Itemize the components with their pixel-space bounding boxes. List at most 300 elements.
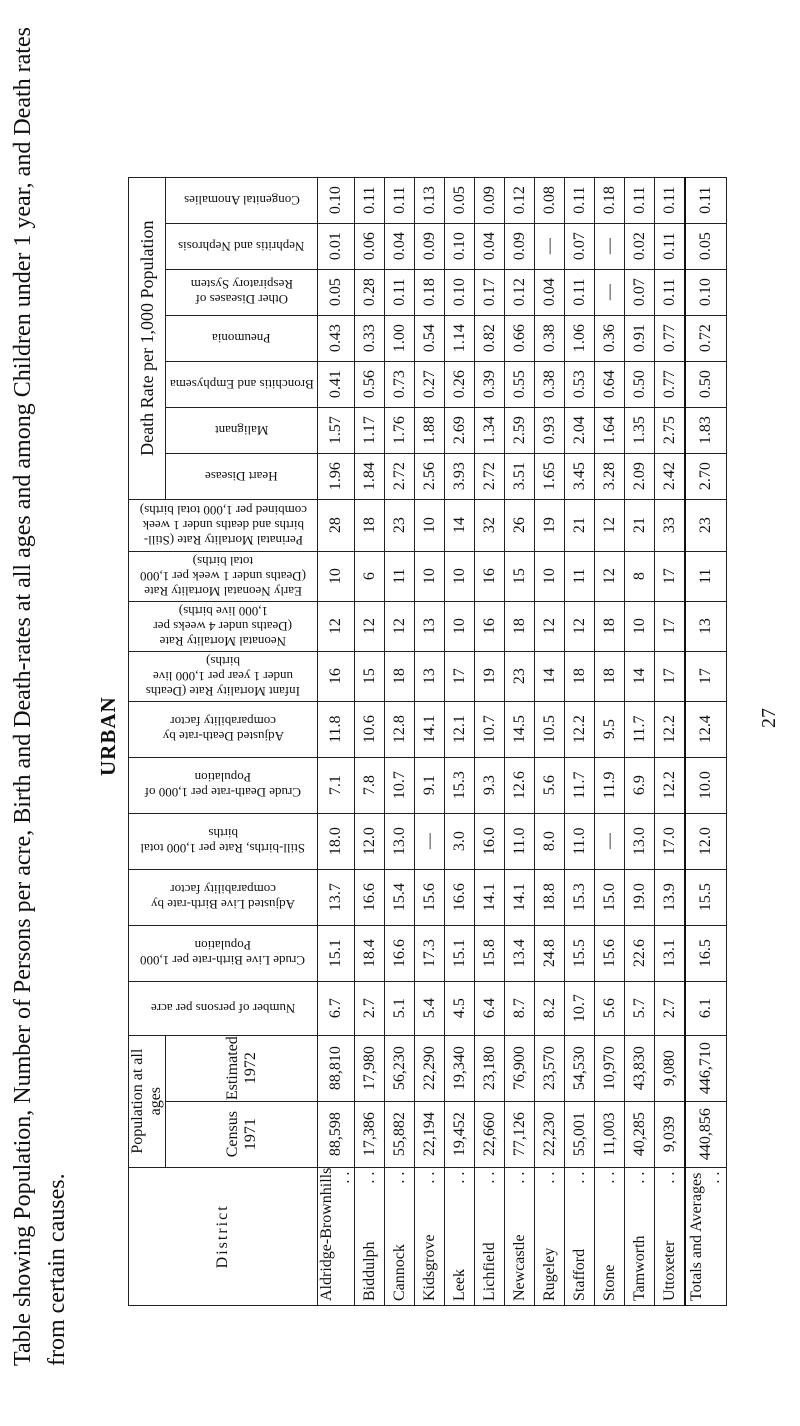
estimated-cell: 19,340 xyxy=(445,1035,475,1101)
pneumonia-cell: 0.77 xyxy=(655,315,686,361)
adj-birth-cell: 15.6 xyxy=(415,869,445,925)
estimated-cell: 56,230 xyxy=(385,1035,415,1101)
crude-birth-cell: 17.3 xyxy=(415,925,445,981)
crude-death-cell: 7.1 xyxy=(318,757,355,813)
crude-birth-cell: 15.8 xyxy=(475,925,505,981)
congenital-cell: 0.11 xyxy=(355,177,385,223)
bronchitis-cell: 0.41 xyxy=(318,361,355,407)
malignant-cell: 2.04 xyxy=(565,407,595,453)
pneumonia-cell: 0.38 xyxy=(535,315,565,361)
other-resp-cell: 0.12 xyxy=(505,269,535,315)
page-number: 27 xyxy=(758,708,780,728)
section-heading: URBAN xyxy=(96,696,120,776)
table-row xyxy=(355,177,385,1305)
ppa-cell: 10.7 xyxy=(565,981,595,1035)
congenital-cell: 0.12 xyxy=(505,177,535,223)
adj-birth-cell: 18.8 xyxy=(535,869,565,925)
district-name: Cannock xyxy=(390,1244,408,1301)
perinatal-cell: 23 xyxy=(685,499,727,551)
other-resp-cell: 0.05 xyxy=(318,269,355,315)
other-resp-cell: 0.11 xyxy=(565,269,595,315)
neonatal-cell: 12 xyxy=(355,601,385,651)
nephritis-cell: 0.07 xyxy=(565,223,595,269)
crude-death-cell: 10.7 xyxy=(385,757,415,813)
district-name: Uttoxeter xyxy=(660,1240,678,1301)
infant-cell: 16 xyxy=(318,651,355,701)
early-neonatal-cell: 11 xyxy=(385,551,415,601)
still-cell: 11.0 xyxy=(565,813,595,869)
adj-birth-cell: 13.9 xyxy=(655,869,686,925)
district-cell xyxy=(535,1167,565,1305)
malignant-cell: 0.93 xyxy=(535,407,565,453)
adj-birth-cell: 14.1 xyxy=(505,869,535,925)
district-cell xyxy=(565,1167,595,1305)
perinatal-cell: 28 xyxy=(318,499,355,551)
crude-death-cell: 11.9 xyxy=(595,757,625,813)
crude-death-cell: 15.3 xyxy=(445,757,475,813)
table-row xyxy=(385,177,415,1305)
district-name: Totals and Averages xyxy=(688,1172,705,1301)
heart-cell: 2.56 xyxy=(415,453,445,499)
congenital-cell: 0.08 xyxy=(535,177,565,223)
district-cell xyxy=(475,1167,505,1305)
bronchitis-cell: 0.73 xyxy=(385,361,415,407)
estimated-cell: 54,530 xyxy=(565,1035,595,1101)
malignant-cell: 2.59 xyxy=(505,407,535,453)
totals-row xyxy=(685,177,727,1305)
table-row xyxy=(475,177,505,1305)
still-cell: 13.0 xyxy=(625,813,655,869)
adj-birth-cell: 15.5 xyxy=(685,869,727,925)
infant-cell: 13 xyxy=(415,651,445,701)
ppa-cell: 6.4 xyxy=(475,981,505,1035)
heart-cell: 2.09 xyxy=(625,453,655,499)
perinatal-cell: 14 xyxy=(445,499,475,551)
census-cell: 17,386 xyxy=(355,1101,385,1167)
pneumonia-cell: 0.91 xyxy=(625,315,655,361)
early-neonatal-cell: 17 xyxy=(655,551,686,601)
early-neonatal-cell: 10 xyxy=(318,551,355,601)
statistics-table xyxy=(128,177,727,1306)
other-resp-cell: 0.10 xyxy=(445,269,475,315)
crude-birth-cell: 15.6 xyxy=(595,925,625,981)
district-cell xyxy=(655,1167,686,1305)
adj-birth-cell: 15.0 xyxy=(595,869,625,925)
perinatal-cell: 21 xyxy=(625,499,655,551)
bronchitis-cell: 0.50 xyxy=(625,361,655,407)
ppa-cell: 5.7 xyxy=(625,981,655,1035)
census-cell: 440,856 xyxy=(685,1101,727,1167)
congenital-cell: 0.10 xyxy=(318,177,355,223)
ppa-cell: 8.7 xyxy=(505,981,535,1035)
heart-cell: 3.45 xyxy=(565,453,595,499)
neonatal-cell: 12 xyxy=(318,601,355,651)
adj-death-cell: 11.8 xyxy=(318,701,355,757)
crude-birth-rate-header: Crude Live Birth-rate per 1,000 Population xyxy=(129,925,318,981)
census-cell: 22,194 xyxy=(415,1101,445,1167)
ppa-cell: 4.5 xyxy=(445,981,475,1035)
district-name: Rugeley xyxy=(540,1247,558,1301)
table-row xyxy=(565,177,595,1305)
nephritis-cell: 0.02 xyxy=(625,223,655,269)
heart-cell: 1.65 xyxy=(535,453,565,499)
crude-death-rate-header: Crude Death-rate per 1,000 of Population xyxy=(129,757,318,813)
estimated-cell: 9,080 xyxy=(655,1035,686,1101)
pneumonia-cell: 0.72 xyxy=(685,315,727,361)
bronchitis-cell: 0.77 xyxy=(655,361,686,407)
ppa-cell: 2.7 xyxy=(355,981,385,1035)
bronchitis-cell: 0.55 xyxy=(505,361,535,407)
census-header: Census 1971 xyxy=(166,1101,318,1167)
perinatal-cell: 33 xyxy=(655,499,686,551)
still-cell: 12.0 xyxy=(355,813,385,869)
adj-birth-cell: 15.3 xyxy=(565,869,595,925)
heart-cell: 3.51 xyxy=(505,453,535,499)
perinatal-cell: 21 xyxy=(565,499,595,551)
heart-cell: 2.72 xyxy=(385,453,415,499)
ppa-cell: 6.1 xyxy=(685,981,727,1035)
infant-cell: 18 xyxy=(595,651,625,701)
bronchitis-cell: 0.27 xyxy=(415,361,445,407)
census-cell: 77,126 xyxy=(505,1101,535,1167)
nephritis-cell: 0.09 xyxy=(415,223,445,269)
census-cell: 55,882 xyxy=(385,1101,415,1167)
persons-per-acre-header: Number of persons per acre xyxy=(129,981,318,1035)
nephritis-cell: 0.10 xyxy=(445,223,475,269)
estimated-cell: 76,900 xyxy=(505,1035,535,1101)
crude-birth-cell: 16.6 xyxy=(385,925,415,981)
still-cell: 8.0 xyxy=(535,813,565,869)
heart-disease-header: Heart Disease xyxy=(166,453,318,499)
malignant-header: Malignant xyxy=(166,407,318,453)
leader-dots: . . xyxy=(570,1171,588,1184)
nephritis-header: Nephritis and Nephrosis xyxy=(166,223,318,269)
heart-cell: 2.70 xyxy=(685,453,727,499)
census-cell: 22,660 xyxy=(475,1101,505,1167)
perinatal-cell: 19 xyxy=(535,499,565,551)
district-cell xyxy=(595,1167,625,1305)
estimated-cell: 23,180 xyxy=(475,1035,505,1101)
crude-birth-cell: 13.4 xyxy=(505,925,535,981)
ppa-cell: 5.4 xyxy=(415,981,445,1035)
congenital-cell: 0.11 xyxy=(655,177,686,223)
other-resp-cell: — xyxy=(595,269,625,315)
census-cell: 55,001 xyxy=(565,1101,595,1167)
district-name: Newcastle xyxy=(510,1234,528,1301)
crude-death-cell: 5.6 xyxy=(535,757,565,813)
adj-birth-cell: 15.4 xyxy=(385,869,415,925)
table-row xyxy=(595,177,625,1305)
congenital-cell: 0.18 xyxy=(595,177,625,223)
malignant-cell: 1.88 xyxy=(415,407,445,453)
adj-death-cell: 12.1 xyxy=(445,701,475,757)
adj-death-cell: 12.2 xyxy=(565,701,595,757)
district-cell xyxy=(318,1167,355,1305)
leader-dots: . . xyxy=(540,1171,558,1184)
nephritis-cell: 0.04 xyxy=(385,223,415,269)
infant-cell: 14 xyxy=(535,651,565,701)
early-neonatal-cell: 15 xyxy=(505,551,535,601)
district-cell xyxy=(355,1167,385,1305)
census-cell: 11,003 xyxy=(595,1101,625,1167)
malignant-cell: 2.69 xyxy=(445,407,475,453)
census-cell: 9,039 xyxy=(655,1101,686,1167)
perinatal-cell: 23 xyxy=(385,499,415,551)
still-cell: 11.0 xyxy=(505,813,535,869)
neonatal-cell: 12 xyxy=(535,601,565,651)
other-resp-cell: 0.07 xyxy=(625,269,655,315)
still-cell: 16.0 xyxy=(475,813,505,869)
census-cell: 88,598 xyxy=(318,1101,355,1167)
leader-dots: . . xyxy=(390,1171,408,1184)
table-row xyxy=(415,177,445,1305)
bronchitis-cell: 0.64 xyxy=(595,361,625,407)
neonatal-cell: 17 xyxy=(655,601,686,651)
malignant-cell: 1.64 xyxy=(595,407,625,453)
malignant-cell: 1.34 xyxy=(475,407,505,453)
other-resp-cell: 0.10 xyxy=(685,269,727,315)
adj-death-cell: 10.6 xyxy=(355,701,385,757)
district-cell xyxy=(415,1167,445,1305)
crude-death-cell: 9.1 xyxy=(415,757,445,813)
infant-cell: 15 xyxy=(355,651,385,701)
crude-birth-cell: 22.6 xyxy=(625,925,655,981)
heart-cell: 2.42 xyxy=(655,453,686,499)
adj-death-cell: 10.5 xyxy=(535,701,565,757)
table-row xyxy=(535,177,565,1305)
heart-cell: 3.93 xyxy=(445,453,475,499)
crude-birth-cell: 18.4 xyxy=(355,925,385,981)
adj-death-cell: 9.5 xyxy=(595,701,625,757)
crude-birth-cell: 24.8 xyxy=(535,925,565,981)
adj-birth-cell: 13.7 xyxy=(318,869,355,925)
crude-birth-cell: 16.5 xyxy=(685,925,727,981)
leader-dots: . . xyxy=(420,1171,438,1184)
perinatal-cell: 18 xyxy=(355,499,385,551)
other-resp-cell: 0.11 xyxy=(655,269,686,315)
district-name: Leek xyxy=(450,1269,468,1301)
pneumonia-cell: 0.54 xyxy=(415,315,445,361)
neonatal-cell: 10 xyxy=(445,601,475,651)
still-cell: 13.0 xyxy=(385,813,415,869)
perinatal-cell: 26 xyxy=(505,499,535,551)
congenital-cell: 0.09 xyxy=(475,177,505,223)
census-cell: 19,452 xyxy=(445,1101,475,1167)
early-neonatal-cell: 10 xyxy=(415,551,445,601)
neonatal-cell: 12 xyxy=(385,601,415,651)
table-row xyxy=(445,177,475,1305)
table-body xyxy=(318,177,727,1305)
nephritis-cell: 0.04 xyxy=(475,223,505,269)
early-neonatal-cell: 10 xyxy=(535,551,565,601)
leader-dots: . . xyxy=(450,1171,468,1184)
infant-cell: 19 xyxy=(475,651,505,701)
district-cell xyxy=(625,1167,655,1305)
adj-death-cell: 12.8 xyxy=(385,701,415,757)
table-row xyxy=(655,177,686,1305)
congenital-cell: 0.05 xyxy=(445,177,475,223)
congenital-cell: 0.11 xyxy=(385,177,415,223)
early-neonatal-cell: 16 xyxy=(475,551,505,601)
early-neonatal-cell: 11 xyxy=(685,551,727,601)
malignant-cell: 2.75 xyxy=(655,407,686,453)
early-neonatal-cell: 8 xyxy=(625,551,655,601)
early-neonatal-cell: 6 xyxy=(355,551,385,601)
malignant-cell: 1.57 xyxy=(318,407,355,453)
other-resp-cell: 0.04 xyxy=(535,269,565,315)
district-name: Stone xyxy=(600,1264,618,1301)
adj-birth-cell: 16.6 xyxy=(355,869,385,925)
leader-dots: . . xyxy=(660,1171,678,1184)
adj-birth-cell: 19.0 xyxy=(625,869,655,925)
crude-death-cell: 7.8 xyxy=(355,757,385,813)
crude-death-cell: 10.0 xyxy=(685,757,727,813)
infant-cell: 23 xyxy=(505,651,535,701)
adj-death-cell: 12.2 xyxy=(655,701,686,757)
crude-death-cell: 9.3 xyxy=(475,757,505,813)
crude-death-cell: 6.9 xyxy=(625,757,655,813)
still-cell: 12.0 xyxy=(685,813,727,869)
congenital-cell: 0.11 xyxy=(685,177,727,223)
still-cell: — xyxy=(595,813,625,869)
pneumonia-cell: 0.33 xyxy=(355,315,385,361)
infant-cell: 17 xyxy=(655,651,686,701)
pneumonia-cell: 0.36 xyxy=(595,315,625,361)
still-cell: — xyxy=(415,813,445,869)
adjusted-death-rate-header: Adjusted Death-rate by comparability factor xyxy=(129,701,318,757)
adj-death-cell: 11.7 xyxy=(625,701,655,757)
adj-death-cell: 14.1 xyxy=(415,701,445,757)
perinatal-mortality-header: Perinatal Mortality Rate (Still-births and deaths under 1 week combined per 1,000 total births) xyxy=(129,499,318,551)
nephritis-cell: 0.01 xyxy=(318,223,355,269)
estimated-cell: 446,710 xyxy=(685,1035,727,1101)
leader-dots: . . xyxy=(600,1171,618,1184)
page-title: Table showing Population, Number of Persons per acre, Birth and Death-rates at all ages and among Children under 1 year, and Death rates from certain causes. xyxy=(10,27,70,1366)
crude-death-cell: 11.7 xyxy=(565,757,595,813)
census-cell: 40,285 xyxy=(625,1101,655,1167)
perinatal-cell: 12 xyxy=(595,499,625,551)
leader-dots: . . xyxy=(336,1171,353,1184)
congenital-cell: 0.11 xyxy=(625,177,655,223)
bronchitis-cell: 0.50 xyxy=(685,361,727,407)
neonatal-cell: 18 xyxy=(505,601,535,651)
district-name: Kidsgrove xyxy=(420,1234,438,1301)
table-row xyxy=(505,177,535,1305)
infant-cell: 18 xyxy=(565,651,595,701)
population-header: Population at all ages xyxy=(129,1035,166,1167)
crude-birth-cell: 15.1 xyxy=(318,925,355,981)
other-resp-cell: 0.11 xyxy=(385,269,415,315)
estimated-cell: 88,810 xyxy=(318,1035,355,1101)
leader-dots: . . xyxy=(480,1171,498,1184)
crude-birth-cell: 15.5 xyxy=(565,925,595,981)
census-cell: 22,230 xyxy=(535,1101,565,1167)
bronchitis-cell: 0.38 xyxy=(535,361,565,407)
bronchitis-cell: 0.39 xyxy=(475,361,505,407)
district-name: Stafford xyxy=(570,1248,588,1301)
heart-cell: 1.96 xyxy=(318,453,355,499)
congenital-cell: 0.13 xyxy=(415,177,445,223)
other-resp-cell: 0.18 xyxy=(415,269,445,315)
infant-cell: 17 xyxy=(685,651,727,701)
pneumonia-cell: 0.82 xyxy=(475,315,505,361)
district-header: District xyxy=(129,1167,318,1305)
bronchitis-cell: 0.53 xyxy=(565,361,595,407)
still-cell: 3.0 xyxy=(445,813,475,869)
malignant-cell: 1.35 xyxy=(625,407,655,453)
nephritis-cell: 0.05 xyxy=(685,223,727,269)
adj-birth-cell: 14.1 xyxy=(475,869,505,925)
crude-death-cell: 12.6 xyxy=(505,757,535,813)
nephritis-cell: 0.11 xyxy=(655,223,686,269)
heart-cell: 2.72 xyxy=(475,453,505,499)
still-cell: 17.0 xyxy=(655,813,686,869)
table-row xyxy=(318,177,355,1305)
neonatal-cell: 13 xyxy=(685,601,727,651)
estimated-cell: 22,290 xyxy=(415,1035,445,1101)
death-rate-group-header: Death Rate per 1,000 Population xyxy=(129,177,166,499)
district-cell xyxy=(685,1167,727,1305)
adjusted-birth-rate-header: Adjusted Live Birth-rate by comparability factor xyxy=(129,869,318,925)
bronchitis-header: Bronchitis and Emphysema xyxy=(166,361,318,407)
still-cell: 18.0 xyxy=(318,813,355,869)
perinatal-cell: 32 xyxy=(475,499,505,551)
district-cell xyxy=(445,1167,475,1305)
pneumonia-cell: 0.66 xyxy=(505,315,535,361)
neonatal-cell: 10 xyxy=(625,601,655,651)
table-row xyxy=(625,177,655,1305)
neonatal-cell: 12 xyxy=(565,601,595,651)
crude-death-cell: 12.2 xyxy=(655,757,686,813)
nephritis-cell: — xyxy=(595,223,625,269)
leader-dots: . . xyxy=(706,1171,723,1184)
bronchitis-cell: 0.26 xyxy=(445,361,475,407)
other-resp-cell: 0.28 xyxy=(355,269,385,315)
ppa-cell: 5.1 xyxy=(385,981,415,1035)
early-neonatal-cell: 10 xyxy=(445,551,475,601)
neonatal-cell: 13 xyxy=(415,601,445,651)
estimated-cell: 23,570 xyxy=(535,1035,565,1101)
nephritis-cell: — xyxy=(535,223,565,269)
leader-dots: . . xyxy=(360,1171,378,1184)
bronchitis-cell: 0.56 xyxy=(355,361,385,407)
neonatal-cell: 18 xyxy=(595,601,625,651)
district-name: Aldridge-Brownhills xyxy=(318,1167,335,1301)
adj-death-cell: 12.4 xyxy=(685,701,727,757)
congenital-cell: 0.11 xyxy=(565,177,595,223)
adj-death-cell: 10.7 xyxy=(475,701,505,757)
district-name: Lichfield xyxy=(480,1242,498,1301)
malignant-cell: 1.83 xyxy=(685,407,727,453)
district-cell xyxy=(505,1167,535,1305)
congenital-header: Congenital Anomalies xyxy=(166,177,318,223)
infant-cell: 17 xyxy=(445,651,475,701)
estimated-cell: 17,980 xyxy=(355,1035,385,1101)
ppa-cell: 5.6 xyxy=(595,981,625,1035)
neonatal-cell: 16 xyxy=(475,601,505,651)
neonatal-mortality-header: Neonatal Mortality Rate (Deaths under 4 weeks per 1,000 live births) xyxy=(129,601,318,651)
still-birth-rate-header: Still-births, Rate per 1,000 total births xyxy=(129,813,318,869)
infant-cell: 14 xyxy=(625,651,655,701)
pneumonia-cell: 1.00 xyxy=(385,315,415,361)
estimated-cell: 10,970 xyxy=(595,1035,625,1101)
nephritis-cell: 0.09 xyxy=(505,223,535,269)
ppa-cell: 6.7 xyxy=(318,981,355,1035)
pneumonia-cell: 0.43 xyxy=(318,315,355,361)
adj-birth-cell: 16.6 xyxy=(445,869,475,925)
district-name: Tamworth xyxy=(630,1235,648,1301)
leader-dots: . . xyxy=(510,1171,528,1184)
